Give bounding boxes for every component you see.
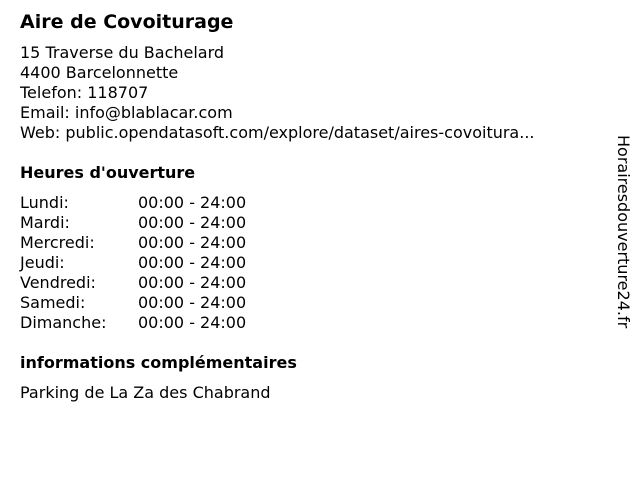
day-label: Lundi: — [20, 193, 69, 212]
hours-row-tuesday — [20, 213, 280, 233]
site-brand-label: Horairesdouverture24.fr — [614, 135, 633, 329]
street-address: 15 Traverse du Bachelard — [20, 43, 225, 62]
day-label: Samedi: — [20, 293, 86, 312]
time-range: 00:00 - 24:00 — [138, 193, 247, 212]
hours-row-wednesday — [20, 233, 280, 253]
hours-row-friday — [20, 273, 280, 293]
day-label: Jeudi: — [20, 253, 65, 272]
time-range: 00:00 - 24:00 — [138, 213, 247, 232]
additional-info-text: Parking de La Za des Chabrand — [20, 383, 271, 402]
day-label: Vendredi: — [20, 273, 96, 292]
email-line: Email: info@blablacar.com — [20, 103, 233, 122]
city-address: 4400 Barcelonnette — [20, 63, 179, 82]
hours-row-thursday — [20, 253, 280, 273]
opening-hours-table — [20, 193, 280, 333]
place-title: Aire de Covoiturage — [20, 11, 234, 33]
day-label: Mardi: — [20, 213, 70, 232]
hours-row-saturday — [20, 293, 280, 313]
hours-row-monday — [20, 193, 280, 213]
additional-info-heading: informations complémentaires — [20, 353, 297, 372]
time-range: 00:00 - 24:00 — [138, 253, 247, 272]
time-range: 00:00 - 24:00 — [138, 233, 247, 252]
phone-line: Telefon: 118707 — [20, 83, 149, 102]
time-range: 00:00 - 24:00 — [138, 313, 247, 332]
opening-hours-heading: Heures d'ouverture — [20, 163, 196, 182]
hours-row-sunday — [20, 313, 280, 333]
day-label: Mercredi: — [20, 233, 95, 252]
time-range: 00:00 - 24:00 — [138, 273, 247, 292]
web-line: Web: public.opendatasoft.com/explore/dataset/aires-covoitura... — [20, 123, 535, 142]
time-range: 00:00 - 24:00 — [138, 293, 247, 312]
address-block — [20, 43, 535, 143]
day-label: Dimanche: — [20, 313, 107, 332]
